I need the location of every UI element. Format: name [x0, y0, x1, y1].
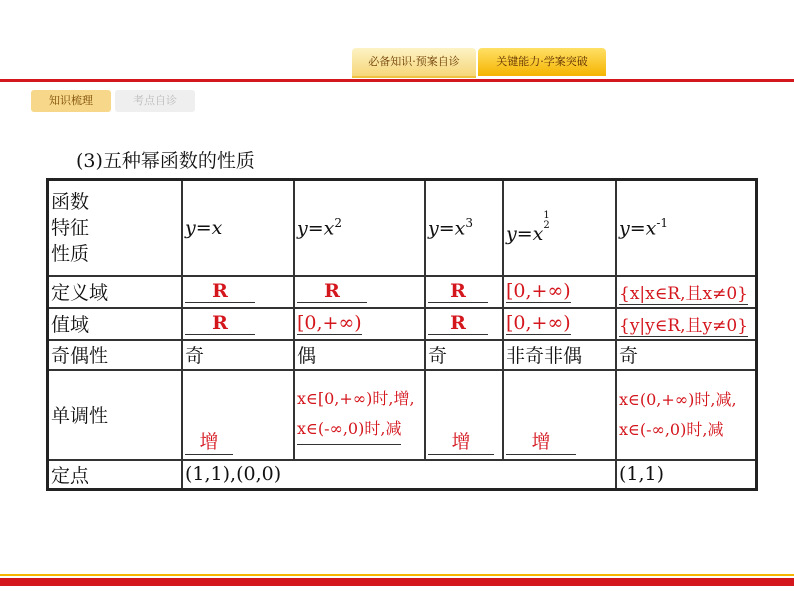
table-row-domain: [48, 276, 757, 308]
cell: [294, 276, 425, 308]
answer-text: {x|x∈R,且x≠0}: [619, 279, 748, 305]
answer-text: R: [428, 280, 488, 303]
top-tab-bar: [352, 48, 606, 78]
func-label: y=x: [428, 217, 466, 240]
header-label-line: 性质: [51, 242, 90, 265]
cell: [503, 276, 616, 308]
answer-text: {y|y∈R,且y≠0}: [619, 311, 748, 337]
footer-bar: [0, 578, 794, 586]
func-label: y=x: [619, 217, 657, 240]
answer-text: x∈(-∞,0)时,减: [619, 419, 724, 439]
row-label: 单调性: [48, 370, 183, 460]
answer-text: [0,+∞): [506, 280, 571, 302]
header-label-line: 特征: [51, 216, 90, 239]
cell: [616, 370, 757, 460]
func-exponent: 3: [465, 216, 474, 231]
answer-text: R: [185, 312, 255, 335]
header-divider: [0, 79, 794, 82]
cell: [425, 308, 503, 340]
func-label: y=x: [297, 217, 335, 240]
sub-tab-bar: [31, 90, 195, 112]
cell: [503, 308, 616, 340]
header-func-2: [294, 180, 425, 276]
answer-text: R: [185, 280, 255, 303]
header-label-cell: [48, 180, 183, 276]
func-exponent: 2: [334, 216, 343, 231]
cell: [294, 308, 425, 340]
table-row-fixed-point: [48, 460, 757, 490]
row-label: 奇偶性: [48, 340, 183, 370]
func-label: y=x: [185, 216, 223, 239]
answer-text: [0,+∞): [506, 312, 571, 334]
cell: (1,1),(0,0): [182, 460, 616, 490]
cell: [182, 370, 294, 460]
answer-text: 增: [428, 427, 494, 455]
header-func-3: [425, 180, 503, 276]
section-title: (3)五种幂函数的性质: [76, 150, 255, 172]
table-row-range: [48, 308, 757, 340]
answer-text: x∈(0,+∞)时,减,: [619, 389, 737, 409]
fraction-numerator: 1: [543, 209, 550, 221]
func-exponent: -1: [656, 216, 669, 231]
cell: [616, 308, 757, 340]
header-func-4: [503, 180, 616, 276]
power-function-table: [46, 178, 758, 491]
tab-self-diagnosis[interactable]: 考点自诊: [115, 90, 195, 112]
func-label: y=x: [506, 222, 544, 245]
header-label-line: 函数: [51, 190, 90, 213]
row-label: 定义域: [48, 276, 183, 308]
cell: [182, 308, 294, 340]
header-func-5: [616, 180, 757, 276]
func-fraction-exponent: [543, 211, 549, 231]
cell: 奇: [616, 340, 757, 370]
answer-text: R: [297, 280, 367, 303]
footer-accent: [0, 574, 794, 576]
header-func-1: [182, 180, 294, 276]
cell: [425, 276, 503, 308]
cell: 偶: [294, 340, 425, 370]
row-label: 定点: [48, 460, 183, 490]
tab-essential-knowledge[interactable]: 必备知识·预案自诊: [352, 48, 476, 78]
tab-knowledge-review[interactable]: 知识梳理: [31, 90, 111, 112]
answer-text: [0,+∞): [297, 312, 362, 334]
cell: (1,1): [616, 460, 757, 490]
cell: [425, 370, 503, 460]
table-row-parity: [48, 340, 757, 370]
table-header-row: [48, 180, 757, 276]
cell: [616, 276, 757, 308]
fraction-denominator: 2: [543, 219, 550, 231]
answer-text: x∈(-∞,0)时,减: [297, 414, 401, 445]
answer-text: 增: [185, 427, 233, 455]
cell: [182, 276, 294, 308]
table-row-monotonicity: [48, 370, 757, 460]
cell: 非奇非偶: [503, 340, 616, 370]
tab-key-abilities[interactable]: 关键能力·学案突破: [478, 48, 606, 76]
answer-text: x∈[0,+∞)时,增,: [297, 389, 415, 408]
cell: 奇: [425, 340, 503, 370]
cell: [503, 370, 616, 460]
answer-text: R: [428, 312, 488, 335]
cell: [294, 370, 425, 460]
row-label: 值域: [48, 308, 183, 340]
cell: 奇: [182, 340, 294, 370]
answer-text: 增: [506, 427, 576, 455]
